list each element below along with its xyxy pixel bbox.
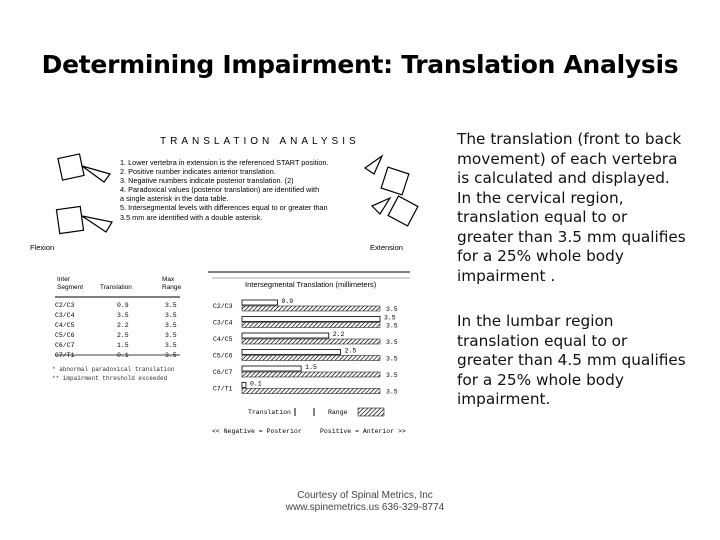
table-footnote: ** impairment threshold exceeded: [52, 375, 168, 382]
translation-analysis-figure: [30, 126, 450, 441]
table-row: [55, 322, 185, 332]
table-row: [55, 332, 185, 342]
range-label: 3.5: [386, 355, 398, 363]
range-label: 3.5: [386, 339, 398, 346]
translation-bar: [242, 366, 301, 371]
category-label: C3/C4: [213, 319, 233, 327]
note-item: 1. Lower vertebra in extension is the referenced START position.: [120, 158, 329, 167]
translation-bar: [242, 333, 329, 338]
range-bar: [242, 306, 380, 311]
credit: [240, 490, 490, 514]
table-footnote: * abnormal paradoxical translation: [52, 366, 175, 373]
negative-direction-label: << Negative = Posterior: [212, 428, 302, 435]
note-item: 4. Paradoxical values (posterior translation) are identified with: [120, 185, 320, 195]
table-cell-max: 3.5: [165, 332, 177, 339]
flexion-vertebra-drawing: [56, 154, 112, 234]
table-cell-segment: C7/T1: [55, 352, 75, 359]
note-item: a single asterisk in the data table.: [120, 194, 229, 204]
data-label: 2.5: [344, 347, 357, 355]
note-item: 3. Negative numbers indicate posterior translation. (2): [120, 176, 294, 186]
category-label: C2/C3: [213, 303, 233, 310]
table-cell-max: 3.5: [165, 352, 177, 359]
translation-bar: [242, 317, 380, 322]
range-bar: [242, 356, 380, 361]
extension-label: Extension: [370, 243, 403, 252]
table-cell-translation: 3.5: [117, 312, 129, 319]
table-header-translation: Translation: [100, 284, 132, 291]
slide-title: Determining Impairment: Translation Analysis: [41, 50, 679, 79]
legend-range-swatch: [358, 408, 384, 416]
table-row: [55, 352, 185, 362]
credit-company: Courtesy of Spinal Metrics, Inc: [297, 490, 433, 501]
table-cell-max: 3.5: [165, 302, 177, 309]
table-cell-segment: C2/C3: [55, 302, 75, 309]
table-row: [55, 342, 185, 352]
translation-bar: [242, 300, 277, 305]
translation-bar: [242, 350, 341, 355]
table-header-segment: Inter Segment: [57, 276, 84, 291]
range-label: 3.5: [386, 322, 398, 330]
table-row: [55, 302, 185, 312]
figure-notes: [120, 158, 390, 222]
table-cell-max: 3.5: [165, 322, 177, 329]
category-label: C7/T1: [213, 385, 233, 393]
range-bar: [242, 339, 380, 344]
range-label: 3.5: [386, 372, 398, 379]
table-cell-segment: C3/C4: [55, 312, 75, 319]
table-cell-max: 3.5: [165, 312, 177, 319]
table-cell-translation: 2.5: [117, 332, 129, 339]
table-cell-translation: 2.2: [117, 322, 129, 329]
figure-title: TRANSLATION ANALYSIS: [160, 136, 360, 147]
chart-marks: [213, 298, 398, 396]
table-cell-max: 3.5: [165, 342, 177, 349]
legend-translation-label: Translation: [248, 409, 291, 416]
data-label: 0.9: [281, 298, 294, 305]
credit-contact: www.spinemetrics.us 636-329-8774: [285, 502, 445, 513]
table-row: [55, 312, 185, 322]
table-cell-segment: C5/C6: [55, 332, 75, 339]
positive-direction-label: Positive = Anterior >>: [320, 428, 406, 435]
note-item: 3.5 mm are identified with a double asterisk.: [120, 212, 263, 222]
data-label: 1.5: [305, 364, 317, 371]
note-item: 5. Intersegmental levels with differences equal to or greater than: [120, 203, 328, 213]
paragraph-cervical: The translation (front to back movement) of each vertebra is calculated and displayed. In the cervical region, translation equal to or greater than 3.5 mm qualifies for a 25% whole body impairment .: [457, 130, 686, 285]
table-cell-segment: C4/C5: [55, 322, 75, 329]
category-label: C5/C6: [213, 352, 233, 360]
chart-title: Intersegmental Translation (millimeters): [245, 280, 377, 289]
data-label: 2.2: [332, 331, 345, 338]
table-cell-translation: 0.1: [117, 352, 129, 359]
data-label: 0.1: [249, 380, 262, 388]
table-cell-translation: 1.5: [117, 342, 129, 349]
note-item: 2. Positive number indicates anterior translation.: [120, 167, 276, 177]
category-label: C4/C5: [213, 336, 233, 343]
flexion-label: Flexion: [30, 243, 55, 252]
category-label: C6/C7: [213, 369, 233, 376]
legend-range-label: Range: [328, 409, 348, 416]
data-label: 3.5: [384, 314, 396, 322]
range-bar: [242, 389, 380, 394]
paragraph-lumbar: In the lumbar region translation equal to or greater than 4.5 mm qualifies for a 25% whole body impairment.: [457, 312, 686, 408]
table-header-max: Max Range: [162, 276, 182, 291]
translation-bar: [242, 383, 246, 388]
table-cell-segment: C6/C7: [55, 342, 75, 349]
range-bar: [242, 372, 380, 377]
range-label: 3.5: [386, 388, 398, 396]
range-label: 3.5: [386, 306, 398, 313]
range-bar: [242, 323, 380, 328]
table-cell-translation: 0.9: [117, 302, 129, 309]
